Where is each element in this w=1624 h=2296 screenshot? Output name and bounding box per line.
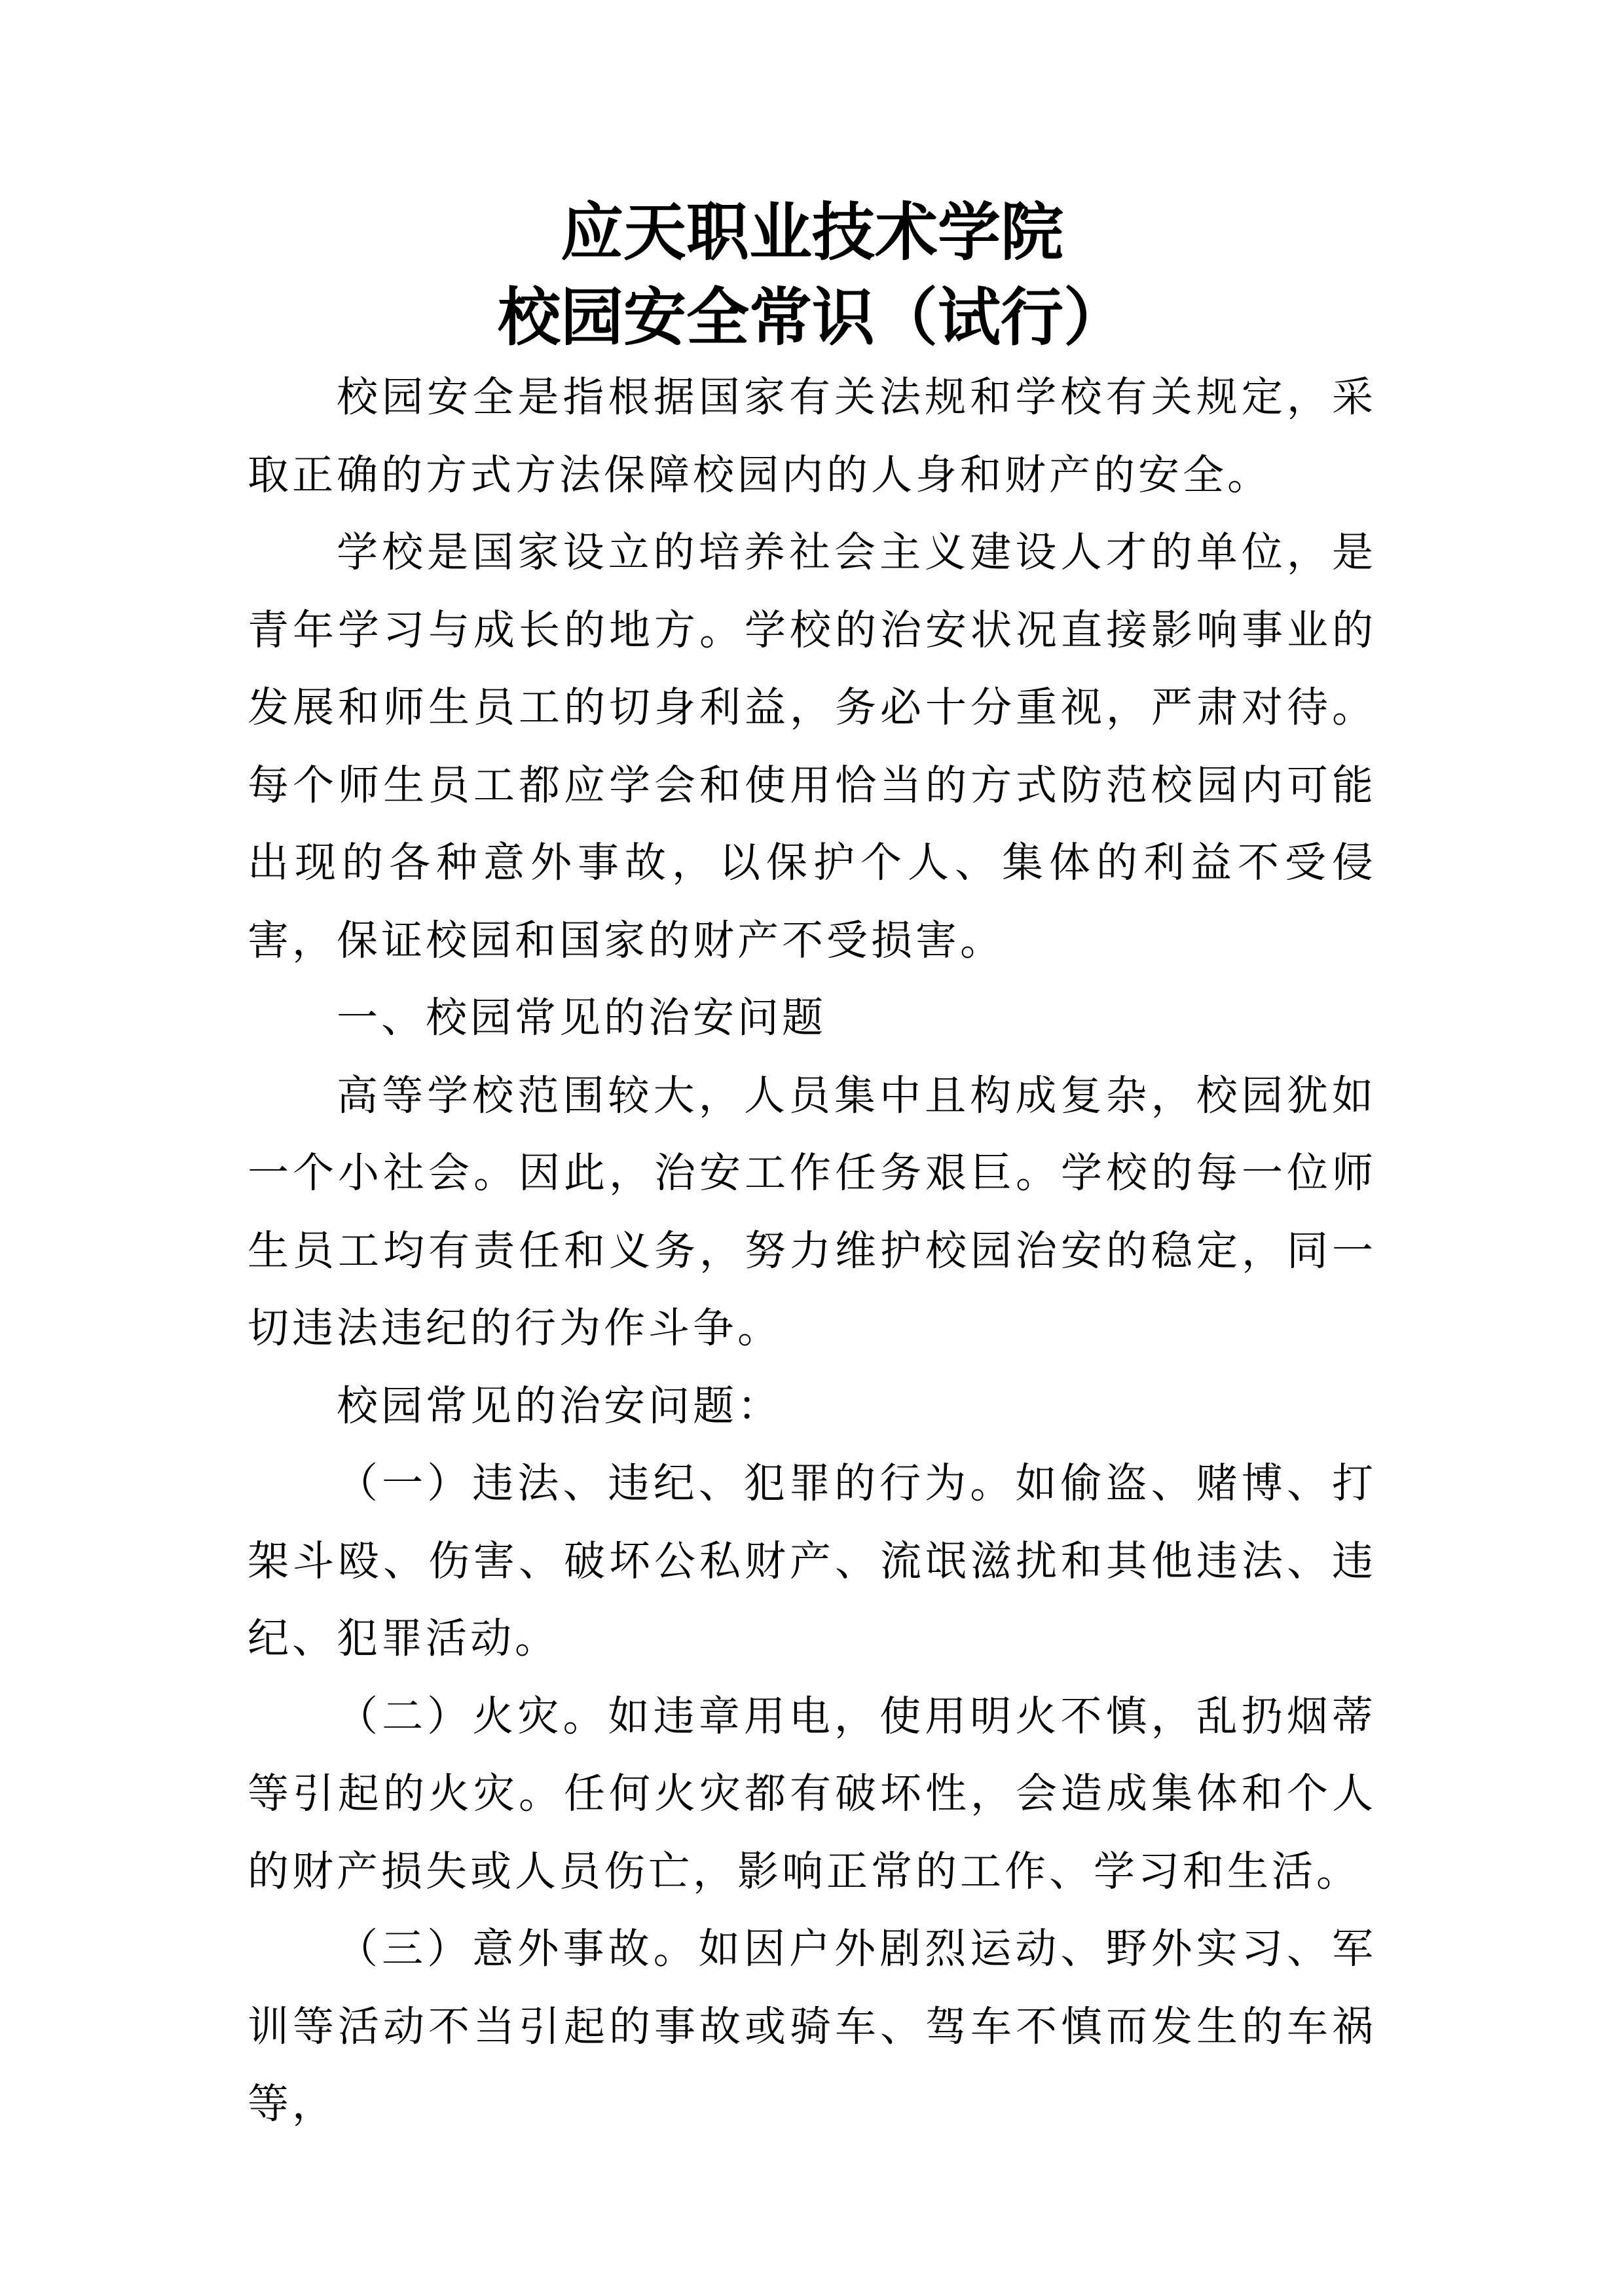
- list-item-illegal-acts: （一）违法、违纪、犯罪的行为。如偷盗、赌博、打架斗殴、伤害、破坏公私财产、流氓滋扰和其他违法、违纪、犯罪活动。: [248, 1459, 1376, 1662]
- list-item-fire: （二）火灾。如违章用电，使用明火不慎，乱扔烟蒂等引起的火灾。任何火灾都有破坏性，会造成集体和个人的财产损失或人员伤亡，影响正常的工作、学习和生活。: [248, 1692, 1376, 1895]
- document-title-subject: 校园安全常识（试行）: [498, 280, 1126, 354]
- paragraph-common-issues-lead: 校园常见的治安问题：: [337, 1381, 782, 1430]
- document-title-institution: 应天职业技术学院: [561, 195, 1063, 269]
- document-body: [248, 359, 1376, 2143]
- paragraph-campus-scope: 高等学校范围较大，人员集中且构成复杂，校园犹如一个小社会。因此，治安工作任务艰巨。学校的每一位师生员工均有责任和义务，努力维护校园治安的稳定，同一切违法违纪的行为作斗争。: [248, 1071, 1376, 1352]
- paragraph-intro: 校园安全是指根据国家有关法规和学校有关规定，采取正确的方式方法保障校园内的人身和财产的安全。: [248, 373, 1376, 499]
- paragraph-school-role: 学校是国家设立的培养社会主义建设人才的单位，是青年学习与成长的地方。学校的治安状况直接影响事业的发展和师生员工的切身利益，务必十分重视，严肃对待。每个师生员工都应学会和使用恰当的方式防范校园内可能出现的各种意外事故，以保护个人、集体的利益不受侵害，保证校园和国家的财产不受损害。: [248, 528, 1376, 964]
- list-item-accidents: （三）意外事故。如因户外剧烈运动、野外实习、军训等活动不当引起的事故或骑车、驾车不慎而发生的车祸等，: [248, 1925, 1376, 2128]
- section-heading-1: 一、校园常见的治安问题: [337, 994, 826, 1042]
